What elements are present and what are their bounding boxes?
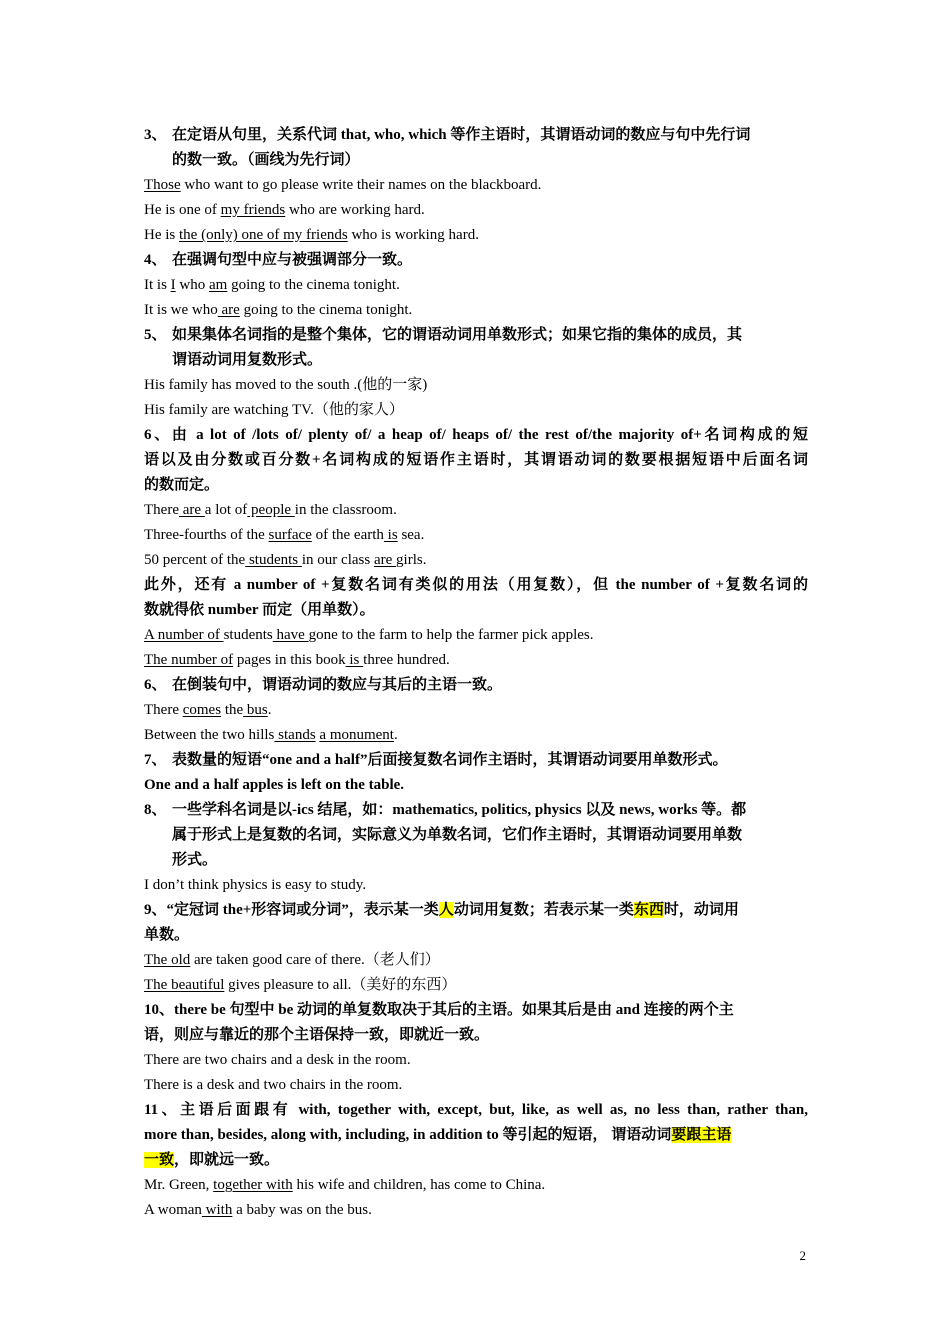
- example-note-a: A number of students have gone to the farm to help the farmer pick apples.: [144, 627, 594, 643]
- rule-6-line-2: 语以及由分数或百分数+名词构成的短语作主语时，其谓语动词的数要根据短语中后面名词: [144, 452, 808, 468]
- rule-10-line-1: 10、there be 句型中 be 动词的单复数取决于其后的主语。如果其后是由 and 连接的两个主: [144, 1002, 734, 1018]
- document-body: [144, 123, 808, 1223]
- example-note-b: The number of pages in this book is three hundred.: [144, 652, 450, 668]
- example-10a: There are two chairs and a desk in the room.: [144, 1052, 411, 1068]
- example-11a: Mr. Green, together with his wife and children, has come to China.: [144, 1177, 546, 1193]
- rule-5-line-1: 5、 如果集体名词指的是整个集体，它的谓语动词用单数形式；如果它指的集体的成员，其: [144, 327, 743, 343]
- page-number: 2: [799, 1248, 806, 1263]
- rule-3-line-1: 3、 在定语从句里，关系代词 that, who, which 等作主语时，其谓语动词的数应与句中先行词: [144, 127, 751, 143]
- rule-6-line-1: 6、由 a lot of /lots of/ plenty of/ a heap of/ heaps of/ the rest of/the majority of+名词构成的短: [144, 427, 808, 443]
- example-5a: His family has moved to the south .(他的一家): [144, 377, 428, 393]
- example-5b: His family are watching TV.（他的家人）: [144, 402, 404, 418]
- rule-3-line-2: 的数一致。（画线为先行词）: [172, 152, 360, 168]
- note-line-1: 此外，还有 a number of +复数名词有类似的用法（用复数），但 the number of +复数名词的: [144, 577, 808, 593]
- example-7: One and a half apples is left on the table.: [144, 777, 405, 793]
- rule-7: 7、 表数量的短语“one and a half”后面接复数名词作主语时，其谓语动词要用单数形式。: [144, 752, 728, 768]
- highlight-yao-gen-zhuyu: 要跟主语: [671, 1127, 732, 1143]
- example-6e: Between the two hills stands a monument.: [144, 727, 398, 743]
- example-3b: He is one of my friends who are working hard.: [144, 202, 425, 218]
- example-8: I don’t think physics is easy to study.: [144, 877, 367, 893]
- example-9a: The old are taken good care of there.（老人们）: [144, 952, 440, 968]
- rule-8-line-3: 形式。: [172, 852, 218, 868]
- example-11b: A woman with a baby was on the bus.: [144, 1202, 372, 1218]
- rule-6b: 6、 在倒装句中，谓语动词的数应与其后的主语一致。: [144, 677, 503, 693]
- rule-9-line-1: 9、“定冠词 the+形容词或分词”，表示某一类人动词用复数；若表示某一类东西时，动词用: [144, 902, 739, 918]
- example-4a: It is I who am going to the cinema tonight.: [144, 277, 400, 293]
- example-4b: It is we who are going to the cinema tonight.: [144, 302, 413, 318]
- example-6a: There are a lot of people in the classroom.: [144, 502, 397, 518]
- rule-8-line-1: 8、 一些学科名词是以-ics 结尾，如：mathematics, politics, physics 以及 news, works 等。都: [144, 802, 747, 818]
- highlight-dongxi: 东西: [633, 902, 664, 918]
- rule-9-line-2: 单数。: [144, 927, 190, 943]
- rule-10-line-2: 语，则应与靠近的那个主语保持一致，即就近一致。: [144, 1027, 490, 1043]
- rule-8-line-2: 属于形式上是复数的名词，实际意义为单数名词，它们作主语时，其谓语动词要用单数: [172, 827, 743, 843]
- rule-4: 4、 在强调句型中应与被强调部分一致。: [144, 252, 413, 268]
- example-6c: 50 percent of the students in our class are girls.: [144, 552, 427, 568]
- note-line-2: 数就得依 number 而定（用单数）。: [144, 602, 375, 618]
- example-3c: He is the (only) one of my friends who is working hard.: [144, 227, 479, 243]
- example-6d: There comes the bus.: [144, 702, 272, 718]
- rule-5-line-2: 谓语动词用复数形式。: [172, 352, 323, 368]
- example-3a: Those who want to go please write their names on the blackboard.: [144, 177, 542, 193]
- example-10b: There is a desk and two chairs in the room.: [144, 1077, 403, 1093]
- rule-11-line-3: 一致，即就远一致。: [144, 1152, 280, 1168]
- example-6b: Three-fourths of the surface of the earth is sea.: [144, 527, 425, 543]
- rule-11-line-1: 11、主语后面跟有 with, together with, except, but, like, as well as, no less than, rather than,: [144, 1102, 808, 1118]
- highlight-yizhi: 一致: [144, 1152, 175, 1168]
- highlight-ren: 人: [438, 902, 454, 918]
- rule-11-line-2: more than, besides, along with, including, in addition to 等引起的短语， 谓语动词要跟主语: [144, 1127, 732, 1143]
- example-9b: The beautiful gives pleasure to all.（美好的东西）: [144, 977, 457, 993]
- rule-6-line-3: 的数而定。: [144, 477, 220, 493]
